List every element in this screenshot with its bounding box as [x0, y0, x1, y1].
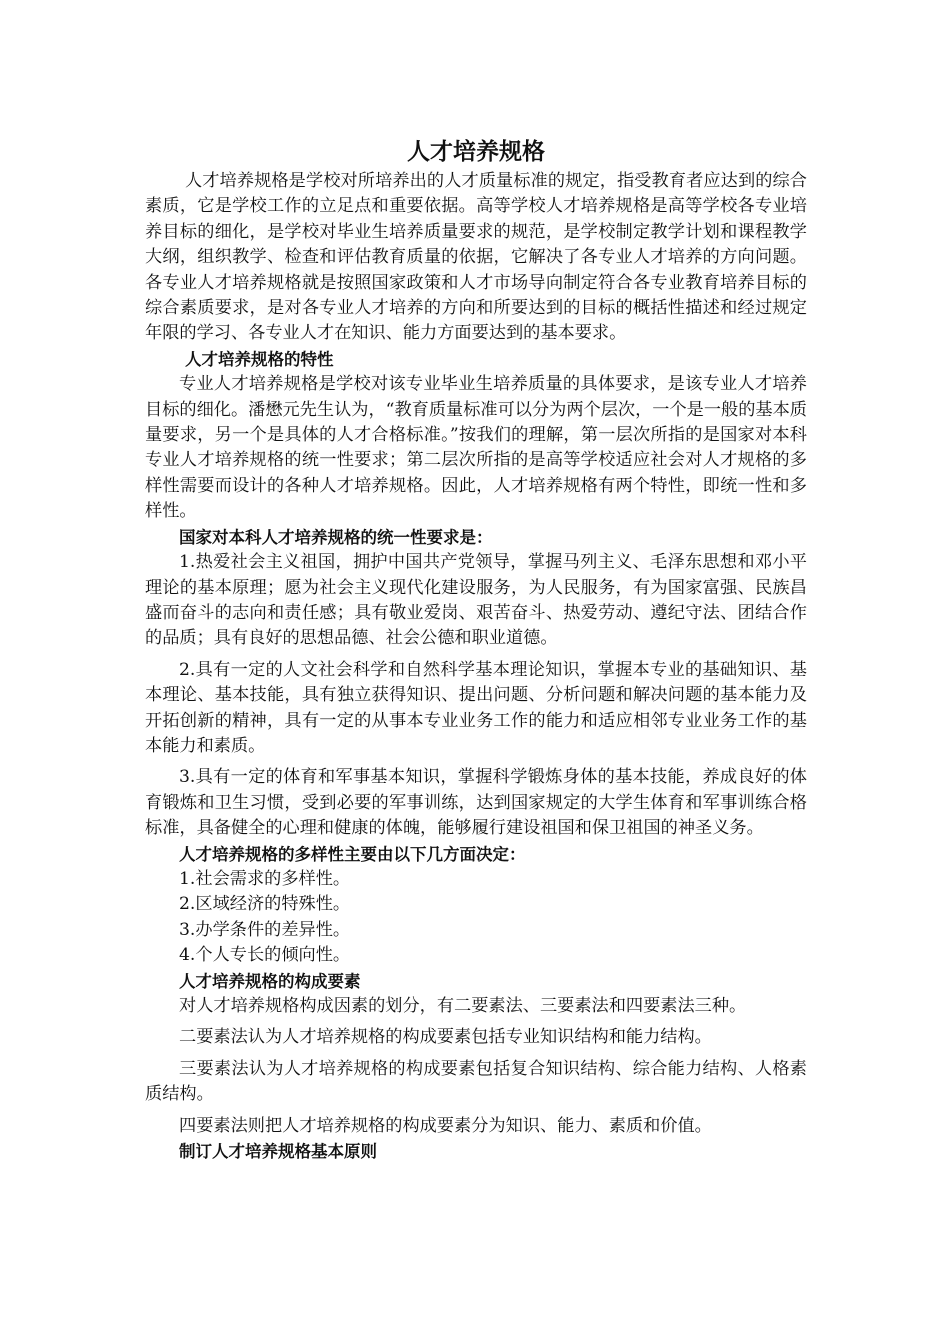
- section-heading-elements: 人才培养规格的构成要素: [179, 971, 361, 991]
- elements-paragraph-1: 对人才培养规格构成因素的划分，有二要素法、三要素法和四要素法三种。: [179, 996, 747, 1016]
- elements-paragraph-2: 二要素法认为人才培养规格的构成要素包括专业知识结构和能力结构。: [179, 1027, 712, 1048]
- intro-paragraph: 人才培养规格是学校对所培养出的人才质量标准的规定，指受教育者应达到的综合素质，它是学校工作的立足点和重要依据。高等学校人才培养规格是高等学校各专业培养目标的细化，是学校对毕业生培养质量要求的规范，是学校制定教学计划和课程教学大纲，组织教学、检查和评估教育质量的依据，它解决了各专业人才培养的方向问题。各专业人才培养规格就是按照国家政策和人才市场导向制定符合各专业教育培养目标的综合素质要求，是对各专业人才培养的方向和所要达到的目标的概括性描述和经过规定年限的学习、各专业人才在知识、能力方面要达到的基本要求。: [145, 171, 807, 344]
- elements-paragraph-3: 三要素法认为人才培养规格的构成要素包括复合知识结构、综合能力结构、人格素质结构。: [145, 1058, 807, 1105]
- diversity-item-3: 3.办学条件的差异性。: [179, 919, 351, 940]
- section-heading-uniformity: 国家对本科人才培养规格的统一性要求是：: [179, 527, 493, 547]
- characteristics-paragraph: 专业人才培养规格是学校对该专业毕业生培养质量的具体要求，是该专业人才培养目标的细化。潘懋元先生认为，“教育质量标准可以分为两个层次，一个是一般的基本质量要求，另一个是具体的人才合格标准。”按我们的理解，第一层次所指的是国家对本科专业人才培养规格的统一性要求；第二层次所指的是高等学校适应社会对人才规格的多样性需要而设计的各种人才培养规格。因此，人才培养规格有两个特性，即统一性和多样性。: [145, 374, 807, 522]
- section-heading-characteristics: 人才培养规格的特性: [185, 349, 334, 369]
- page-title: 人才培养规格: [407, 139, 545, 165]
- section-heading-principles: 制订人才培养规格基本原则: [179, 1142, 377, 1162]
- document-body: [145, 137, 807, 1164]
- diversity-item-4: 4.个人专长的倾向性。: [179, 945, 351, 966]
- elements-paragraph-4: 四要素法则把人才培养规格的构成要素分为知识、能力、素质和价值。: [179, 1115, 712, 1136]
- diversity-item-1: 1.社会需求的多样性。: [179, 868, 351, 889]
- diversity-item-2: 2.区域经济的特殊性。: [179, 894, 351, 915]
- uniformity-item-1: 1.热爱社会主义祖国，拥护中国共产党领导，掌握马列主义、毛泽东思想和邓小平理论的基本原理；愿为社会主义现代化建设服务，为人民服务，有为国家富强、民族昌盛而奋斗的志向和责任感；具有敬业爱岗、艰苦奋斗、热爱劳动、遵纪守法、团结合作的品质；具有良好的思想品德、社会公德和职业道德。: [145, 552, 807, 649]
- uniformity-item-2: 2.具有一定的人文社会科学和自然科学基本理论知识，掌握本专业的基础知识、基本理论、基本技能，具有独立获得知识、提出问题、分析问题和解决问题的基本能力及开拓创新的精神，具有一定的从事本专业业务工作的能力和适应相邻专业业务工作的基本能力和素质。: [145, 659, 807, 756]
- section-heading-diversity: 人才培养规格的多样性主要由以下几方面决定：: [179, 844, 526, 864]
- uniformity-item-3: 3.具有一定的体育和军事基本知识，掌握科学锻炼身体的基本技能，养成良好的体育锻炼和卫生习惯，受到必要的军事训练，达到国家规定的大学生体育和军事训练合格标准，具备健全的心理和健康的体魄，能够履行建设祖国和保卫祖国的神圣义务。: [145, 767, 807, 839]
